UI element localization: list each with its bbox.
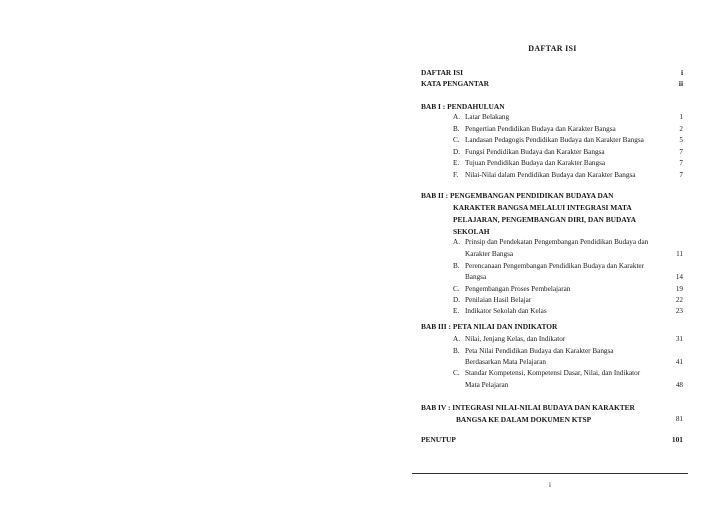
item-page: 7 <box>679 147 683 156</box>
item-letter: C. <box>453 369 460 377</box>
item-text: Indikator Sekolah dan Kelas <box>465 307 547 315</box>
toc-item <box>453 306 547 317</box>
bab2-heading-line2: KARAKTER BANGSA MELALUI INTEGRASI MATA <box>453 203 632 212</box>
item-letter: A. <box>453 113 460 121</box>
bab4-heading-line2: BANGSA KE DALAM DOKUMEN KTSP <box>456 414 592 424</box>
entry-label: KATA PENGANTAR <box>421 79 489 88</box>
toc-entry-penutup <box>421 434 683 445</box>
toc-item <box>453 346 614 357</box>
item-text-continued: Mata Pelajaran <box>465 380 509 389</box>
item-text: Penilaian Hasil Belajar <box>465 296 532 304</box>
item-letter: C. <box>453 136 460 144</box>
item-text: Pengertian Pendidikan Budaya dan Karakter Bangsa <box>465 124 616 133</box>
bab2-heading-line4: SEKOLAH <box>453 227 490 236</box>
footer-rule <box>412 473 688 474</box>
item-page: 48 <box>675 380 683 389</box>
toc-item <box>453 261 644 272</box>
item-text-continued: Karakter Bangsa <box>465 250 514 258</box>
toc-item <box>453 112 509 123</box>
bab1-heading: BAB I : PENDAHULUAN <box>421 102 505 111</box>
item-page: 11 <box>676 250 683 258</box>
toc-item <box>453 124 616 135</box>
item-page: 2 <box>679 124 683 133</box>
item-page: 23 <box>675 307 683 315</box>
entry-label: DAFTAR ISI <box>421 68 463 77</box>
bab3-heading: BAB III : PETA NILAI DAN INDIKATOR <box>421 322 558 331</box>
toc-item <box>453 284 570 295</box>
item-text: Pengembangan Proses Pembelajaran <box>465 284 571 293</box>
item-page: 1 <box>679 113 683 121</box>
toc-item <box>453 237 648 248</box>
item-letter: B. <box>453 262 460 270</box>
page-number: i <box>549 481 551 489</box>
item-text: Peta Nilai Pendidikan Budaya dan Karakter Bangsa <box>465 346 614 355</box>
item-page: 5 <box>679 136 683 144</box>
bab4-heading-line1: BAB IV : INTEGRASI NILAI-NILAI BUDAYA DAN KARAKTER <box>421 403 635 412</box>
item-page: 19 <box>675 284 683 293</box>
bab2-heading-line3: PELAJARAN, PENGEMBANGAN DIRI, DAN BUDAYA <box>453 215 636 224</box>
item-page: 7 <box>679 170 683 179</box>
item-text: Standar Kompetensi, Kompetensi Dasar, Nilai, dan Indikator <box>465 369 641 377</box>
toc-item <box>453 158 605 169</box>
page-title: DAFTAR ISI <box>528 44 577 53</box>
toc-item <box>453 368 640 379</box>
entry-page: 101 <box>671 435 683 444</box>
item-text: Nilai, Jenjang Kelas, dan Indikator <box>465 335 566 343</box>
item-letter: E. <box>453 159 460 167</box>
toc-item <box>453 334 565 345</box>
item-page: 31 <box>675 335 683 343</box>
toc-item <box>453 135 644 146</box>
item-page: 7 <box>679 159 683 167</box>
item-page: 14 <box>675 273 683 281</box>
bab2-heading-line1: BAB II : PENGEMBANGAN PENDIDIKAN BUDAYA DAN <box>421 191 614 200</box>
item-text: Prinsip dan Pendekatan Pengembangan Pendidikan Budaya dan <box>465 238 649 246</box>
item-text: Landasan Pedagogis Pendidikan Budaya dan Karakter Bangsa <box>465 136 644 144</box>
item-letter: E. <box>453 307 460 315</box>
item-text-continued: Bangsa <box>465 273 487 281</box>
item-letter: F. <box>453 170 459 179</box>
toc-item <box>453 170 635 181</box>
toc-item <box>453 295 531 306</box>
item-text: Latar Belakang <box>465 113 510 121</box>
item-text: Nilai-Nilai dalam Pendidikan Budaya dan Karakter Bangsa <box>465 170 636 179</box>
item-letter: C. <box>453 284 460 293</box>
entry-label: PENUTUP <box>421 435 456 444</box>
item-letter: D. <box>453 296 460 304</box>
item-letter: A. <box>453 335 460 343</box>
item-text: Tujuan Pendidikan Budaya dan Karakter Bangsa <box>465 159 606 167</box>
item-text-continued: Berdasarkan Mata Pelajaran <box>465 357 547 366</box>
entry-page: i <box>680 68 683 77</box>
item-page: 22 <box>675 296 683 304</box>
toc-entry-kata-pengantar <box>421 78 683 89</box>
item-letter: B. <box>453 346 460 355</box>
item-letter: B. <box>453 124 460 133</box>
entry-page: ii <box>678 79 683 88</box>
item-page: 41 <box>675 357 683 366</box>
toc-entry-daftar-isi <box>421 67 683 78</box>
item-letter: D. <box>453 147 460 156</box>
item-text: Fungsi Pendidikan Budaya dan Karakter Bangsa <box>465 147 605 156</box>
toc-item <box>453 147 605 158</box>
item-text: Perencanaan Pengembangan Pendidikan Budaya dan Karakter <box>465 262 645 270</box>
item-page: 81 <box>675 414 683 423</box>
item-letter: A. <box>453 238 460 246</box>
